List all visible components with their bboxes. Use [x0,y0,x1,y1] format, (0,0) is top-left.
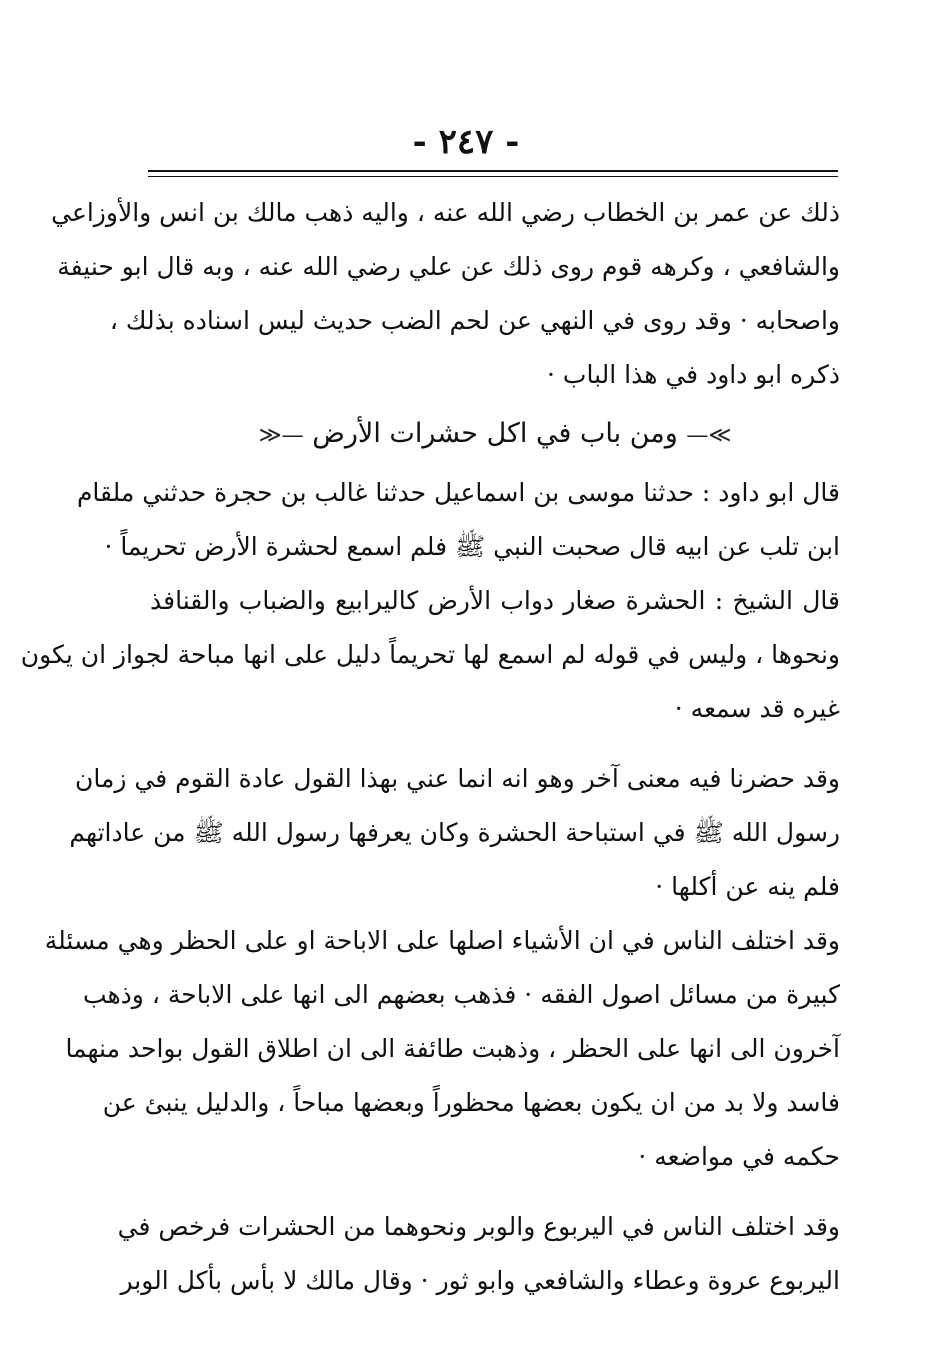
text-line: رسول الله ﷺ في استباحة الحشرة وكان يعرفها رسول الله ﷺ من عاداتهم [69,818,840,847]
text-line: فاسد ولا بد من ان يكون بعضها محظوراً وبعضها مباحاً ، والدليل ينبئ عن [102,1088,840,1117]
paragraph-6 [117,1200,840,1308]
paragraph-3 [20,574,840,736]
text-line: ذكره ابو داود في هذا الباب · [547,360,840,389]
text-line: حكمه في مواضعه · [638,1142,840,1171]
paragraph-4 [69,752,840,914]
text-line: قال الشيخ : الحشرة صغار دواب الأرض كاليرابيع والضباب والقنافذ [150,586,840,615]
section-heading-text: ومن باب في اكل حشرات الأرض [312,418,678,449]
text-line: والشافعي ، وكرهه قوم روى ذلك عن علي رضي الله عنه ، وبه قال ابو حنيفة [57,252,840,281]
text-line: آخرون الى انها على الحظر ، وذهبت طائفة الى ان اطلاق القول بواحد منهما [65,1034,840,1063]
paragraph-5 [44,914,840,1184]
paragraph-2 [76,466,840,574]
page-number: - ٢٤٧ - [412,122,520,162]
text-line: ونحوها ، وليس في قوله لم اسمع لها تحريماً دليل على انها مباحة لجواز ان يكون [20,640,840,669]
text-line: ابن تلب عن ابيه قال صحبت النبي ﷺ فلم اسمع لحشرة الأرض تحريماً · [104,532,840,561]
text-line: ذلك عن عمر بن الخطاب رضي الله عنه ، واليه ذهب مالك بن انس والأوزاعي [51,198,840,227]
text-line: وقد حضرنا فيه معنى آخر وهو انه انما عني بهذا القول عادة القوم في زمان [74,764,840,793]
text-line: كبيرة من مسائل اصول الفقه · فذهب بعضهم الى انها على الاباحة ، وذهب [82,980,840,1009]
text-line: غيره قد سمعه · [674,694,840,723]
ornament-right-icon: ≫— [686,423,732,448]
text-line: قال ابو داود : حدثنا موسى بن اسماعيل حدثنا غالب بن حجرة حدثني ملقام [76,478,840,507]
text-line: وقد اختلف الناس في ان الأشياء اصلها على الاباحة او على الحظر وهي مسئلة [44,926,840,955]
text-line: وقد اختلف الناس في اليربوع والوبر ونحوهما من الحشرات فرخص في [117,1212,840,1241]
header-rule [148,170,838,172]
text-line: فلم ينه عن أكلها · [655,872,840,901]
paragraph-1 [51,186,840,402]
body-text [20,186,840,1308]
section-heading [150,402,840,466]
ornament-left-icon: —≪ [258,423,304,448]
text-line: اليربوع عروة وعطاء والشافعي وابو ثور · وقال مالك لا بأس بأكل الوبر [120,1266,840,1295]
text-line: واصحابه · وقد روى في النهي عن لحم الضب حديث ليس اسناده بذلك ، [109,306,840,335]
header-rule-thin [148,176,838,177]
